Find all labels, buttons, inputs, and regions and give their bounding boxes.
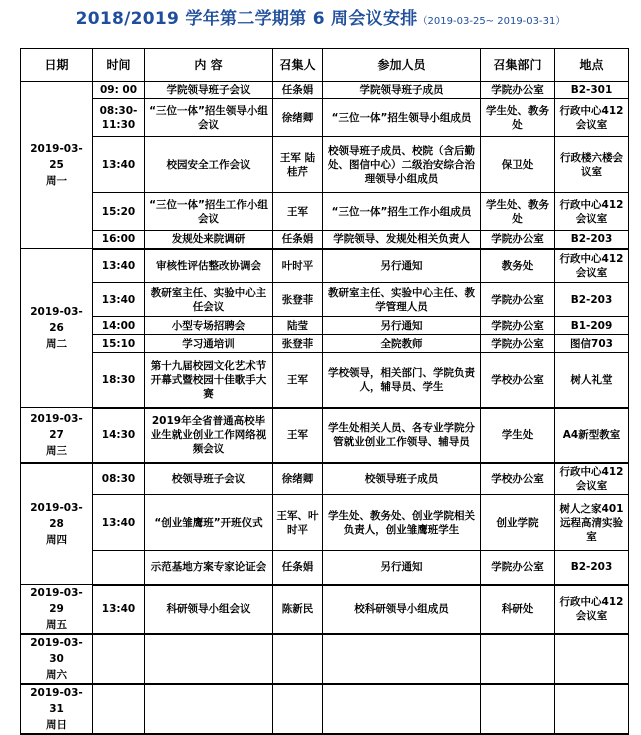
attendees-cell: 校科研领导小组成员 (323, 585, 481, 635)
date-cell (21, 585, 93, 635)
department-cell: 学院办公室 (481, 82, 555, 99)
time-cell: 13:40 (93, 283, 145, 317)
attendees-cell: 全院教师 (323, 335, 481, 353)
content-cell: “三位一体”招生领导小组会议 (145, 99, 273, 137)
weekday-value: 周六 (46, 669, 67, 681)
convener-cell: 任条娟 (273, 231, 323, 249)
content-cell: 校领导班子会议 (145, 463, 273, 495)
header-location: 地点 (555, 49, 629, 82)
date-value: 2019-03-25 (30, 143, 83, 171)
convener-cell: 王军 (273, 353, 323, 408)
content-cell: 科研领导小组会议 (145, 585, 273, 635)
convener-cell: 徐绪卿 (273, 99, 323, 137)
attendees-cell (323, 634, 481, 684)
department-cell: 学院办公室 (481, 551, 555, 585)
convener-cell: 陈新民 (273, 585, 323, 635)
attendees-cell: 另行通知 (323, 551, 481, 585)
table-row (21, 585, 629, 635)
department-cell: 学校办公室 (481, 353, 555, 408)
location-cell: B2-203 (555, 551, 629, 585)
content-cell: 2019年全省普通高校毕业生就业创业工作网络视频会议 (145, 408, 273, 463)
header-date: 日期 (21, 49, 93, 82)
department-cell: 教务处 (481, 249, 555, 283)
department-cell: 保卫处 (481, 137, 555, 193)
attendees-cell: 教研室主任、实验中心主任、教学管理人员 (323, 283, 481, 317)
location-cell: B2-203 (555, 283, 629, 317)
table-row (21, 82, 629, 99)
content-cell: 第十九届校园文化艺术节开幕式暨校园十佳歌手大赛 (145, 353, 273, 408)
header-department: 召集部门 (481, 49, 555, 82)
location-cell: B2-203 (555, 231, 629, 249)
content-cell: 学院领导班子会议 (145, 82, 273, 99)
table-row (21, 684, 629, 734)
department-cell (481, 634, 555, 684)
date-value: 2019-03-30 (30, 637, 83, 665)
header-time: 时间 (93, 49, 145, 82)
content-cell: 校园安全工作会议 (145, 137, 273, 193)
attendees-cell: 校领导班子成员、校院（含后勤处、图信中心）二级治安综合治理领导小组成员 (323, 137, 481, 193)
location-cell: A4新型教室 (555, 408, 629, 463)
weekday-value: 周四 (46, 533, 67, 546)
content-cell (145, 634, 273, 684)
weekday-value: 周一 (46, 175, 67, 187)
date-cell (21, 408, 93, 463)
department-cell (481, 684, 555, 734)
date-value: 2019-03-26 (30, 306, 83, 334)
title-date-range: （2019-03-25~ 2019-03-31） (417, 16, 566, 27)
meeting-schedule-table (20, 48, 629, 735)
table-row (21, 193, 629, 231)
time-cell: 14:00 (93, 317, 145, 335)
convener-cell: 叶时平 (273, 249, 323, 283)
time-cell (93, 634, 145, 684)
date-value: 2019-03-27 (30, 412, 83, 441)
table-row (21, 634, 629, 684)
convener-cell: 陆莹 (273, 317, 323, 335)
location-cell (555, 684, 629, 734)
weekday-value: 周三 (46, 444, 67, 457)
date-cell (21, 463, 93, 585)
date-value: 2019-03-31 (30, 687, 83, 715)
content-cell: “三位一体”招生工作小组会议 (145, 193, 273, 231)
department-cell: 学院办公室 (481, 231, 555, 249)
location-cell: 行政楼六楼会议室 (555, 137, 629, 193)
location-cell: 行政中心412会议室 (555, 249, 629, 283)
table-row (21, 335, 629, 353)
table-row (21, 137, 629, 193)
convener-cell: 王军 陆桂芹 (273, 137, 323, 193)
schedule-body (21, 82, 629, 735)
department-cell: 学院办公室 (481, 335, 555, 353)
content-cell: 教研室主任、实验中心主任会议 (145, 283, 273, 317)
attendees-cell: 学院领导班子成员 (323, 82, 481, 99)
department-cell: 学院办公室 (481, 283, 555, 317)
page-title (0, 4, 641, 29)
time-cell: 13:40 (93, 495, 145, 551)
date-value: 2019-03-28 (30, 501, 83, 530)
convener-cell: 张登菲 (273, 335, 323, 353)
location-cell: 行政中心412会议室 (555, 193, 629, 231)
time-cell: 15:20 (93, 193, 145, 231)
time-cell: 15:10 (93, 335, 145, 353)
department-cell: 科研处 (481, 585, 555, 635)
convener-cell: 王军 (273, 408, 323, 463)
convener-cell: 任条娟 (273, 551, 323, 585)
attendees-cell: 另行通知 (323, 249, 481, 283)
date-cell (21, 82, 93, 249)
time-cell (93, 551, 145, 585)
time-cell (93, 684, 145, 734)
location-cell: 树人礼堂 (555, 353, 629, 408)
attendees-cell: 校领导班子成员 (323, 463, 481, 495)
table-row (21, 495, 629, 551)
content-cell: “创业雏鹰班”开班仪式 (145, 495, 273, 551)
time-cell: 13:40 (93, 585, 145, 635)
time-cell: 14:30 (93, 408, 145, 463)
table-row (21, 317, 629, 335)
content-cell: 审核性评估整改协调会 (145, 249, 273, 283)
title-main: 2018/2019 学年第二学期第 6 周会议安排 (75, 9, 418, 29)
location-cell: B1-209 (555, 317, 629, 335)
header-attendees: 参加人员 (323, 49, 481, 82)
content-cell: 发规处来院调研 (145, 231, 273, 249)
convener-cell: 王军 (273, 193, 323, 231)
time-cell: 13:40 (93, 249, 145, 283)
location-cell: B2-301 (555, 82, 629, 99)
attendees-cell: 学生处、教务处、创业学院相关负责人，创业雏鹰班学生 (323, 495, 481, 551)
department-cell: 创业学院 (481, 495, 555, 551)
table-row (21, 353, 629, 408)
table-row (21, 463, 629, 495)
location-cell: 行政中心412会议室 (555, 463, 629, 495)
department-cell: 学生处、教务处 (481, 99, 555, 137)
attendees-cell: “三位一体”招生领导小组成员 (323, 99, 481, 137)
content-cell: 学习通培训 (145, 335, 273, 353)
time-cell: 18:30 (93, 353, 145, 408)
table-row (21, 551, 629, 585)
content-cell: 小型专场招聘会 (145, 317, 273, 335)
content-cell (145, 684, 273, 734)
location-cell: 图信703 (555, 335, 629, 353)
date-cell (21, 634, 93, 684)
attendees-cell (323, 684, 481, 734)
header-row (21, 49, 629, 82)
convener-cell: 王军、叶时平 (273, 495, 323, 551)
time-cell: 08:30 (93, 463, 145, 495)
weekday-value: 周日 (46, 719, 67, 731)
department-cell: 学生处、教务处 (481, 193, 555, 231)
convener-cell: 任条娟 (273, 82, 323, 99)
header-convener: 召集人 (273, 49, 323, 82)
location-cell: 行政中心412会议室 (555, 99, 629, 137)
convener-cell (273, 684, 323, 734)
table-row (21, 99, 629, 137)
attendees-cell: 学校领导，相关部门、学院负责人，辅导员、学生 (323, 353, 481, 408)
convener-cell: 张登菲 (273, 283, 323, 317)
table-row (21, 231, 629, 249)
department-cell: 学校办公室 (481, 463, 555, 495)
location-cell (555, 634, 629, 684)
weekday-value: 周五 (46, 619, 67, 631)
weekday-value: 周二 (46, 338, 67, 350)
time-cell: 08:30-11:30 (93, 99, 145, 137)
content-cell: 示范基地方案专家论证会 (145, 551, 273, 585)
convener-cell: 徐绪卿 (273, 463, 323, 495)
attendees-cell: 另行通知 (323, 317, 481, 335)
table-row (21, 249, 629, 283)
header-content: 内 容 (145, 49, 273, 82)
table-row (21, 408, 629, 463)
department-cell: 学院办公室 (481, 317, 555, 335)
time-cell: 16:00 (93, 231, 145, 249)
date-value: 2019-03-29 (30, 587, 83, 615)
time-cell: 09: 00 (93, 82, 145, 99)
attendees-cell: 学院领导、发规处相关负责人 (323, 231, 481, 249)
department-cell: 学生处 (481, 408, 555, 463)
location-cell: 树人之家401远程高清实验室 (555, 495, 629, 551)
attendees-cell: “三位一体”招生工作小组成员 (323, 193, 481, 231)
date-cell (21, 684, 93, 734)
table-row (21, 283, 629, 317)
convener-cell (273, 634, 323, 684)
location-cell: 行政中心412会议室 (555, 585, 629, 635)
date-cell (21, 249, 93, 408)
time-cell: 13:40 (93, 137, 145, 193)
attendees-cell: 学生处相关人员、各专业学院分管就业创业工作领导、辅导员 (323, 408, 481, 463)
